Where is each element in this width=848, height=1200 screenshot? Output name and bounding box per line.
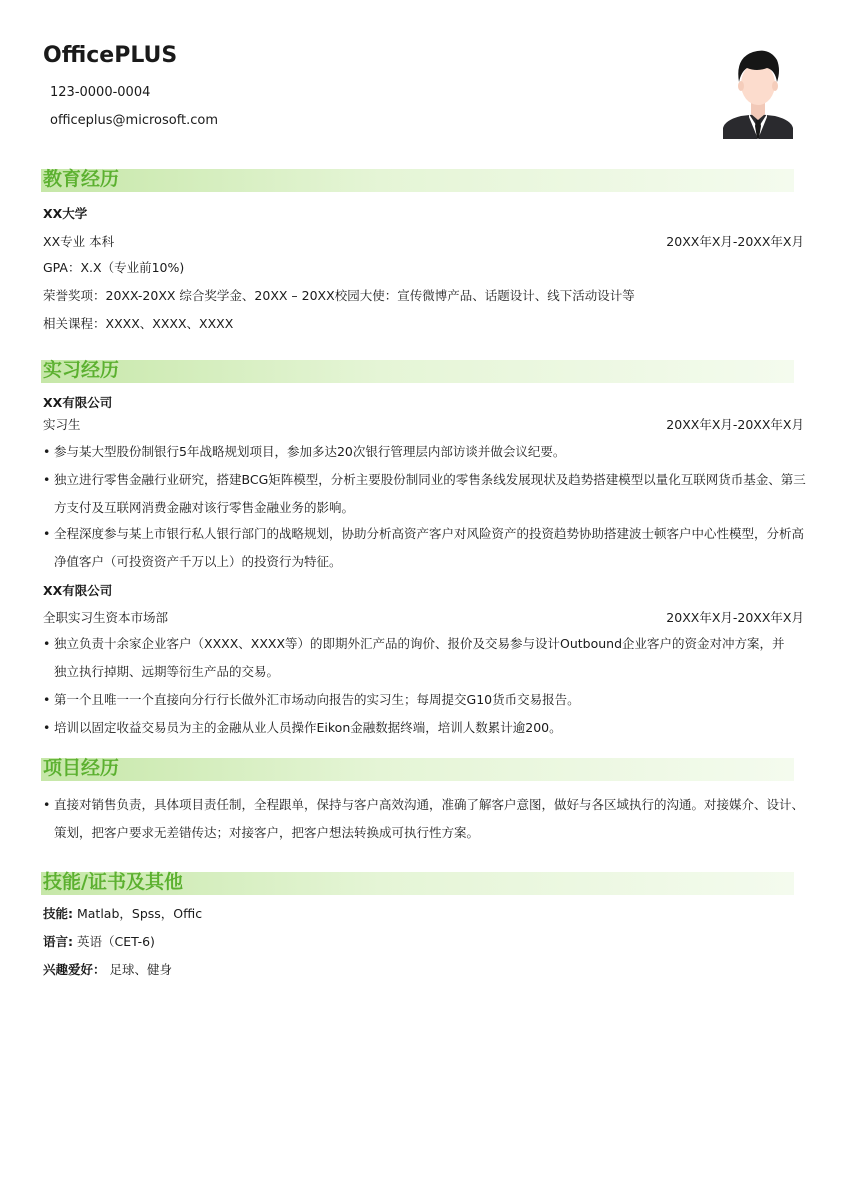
job-date: 20XX年X月-20XX年X月 — [666, 417, 804, 432]
section-project — [41, 756, 794, 781]
bullet-icon: • — [43, 526, 51, 541]
section-title: 教育经历 — [43, 168, 120, 190]
language-label: 语言: — [43, 934, 73, 949]
list-item: • 参与某大型股份制银行5年战略规划项目，参加多达20次银行管理层内部访谈并做会议纪要。 — [43, 438, 813, 466]
language-line — [43, 933, 155, 951]
job-role: 实习生 — [43, 417, 81, 432]
language-value: 英语（CET-6) — [73, 934, 155, 949]
hobby-line — [43, 961, 172, 979]
hobby-value: 足球、健身 — [105, 962, 172, 977]
job-role: 全职实习生资本市场部 — [43, 610, 169, 625]
bullet-icon: • — [43, 797, 51, 812]
major-degree: XX专业 本科 — [43, 234, 115, 249]
list-item: • 独立负责十余家企业客户（XXXX、XXXX等）的即期外汇产品的询价、报价及交易参与设计Outbound企业客户的资金对冲方案，并独立执行掉期、远期等衍生产品的交易。 — [43, 630, 795, 686]
gpa: GPA：X.X（专业前10%) — [43, 260, 185, 275]
list-item: • 第一个且唯一一个直接向分行行长做外汇市场动向报告的实习生；每周提交G10货币交易报告。 — [43, 686, 813, 714]
section-education — [41, 167, 794, 192]
bullet-icon: • — [43, 692, 51, 707]
bullet-icon: • — [43, 472, 51, 487]
candidate-name: OfficePLUS — [43, 43, 178, 68]
bullet-icon: • — [43, 444, 51, 459]
section-internship — [41, 358, 794, 383]
section-title: 技能/证书及其他 — [43, 871, 183, 893]
skills-label: 技能: — [43, 906, 73, 921]
skills-value: Matlab，Spss，Offic — [73, 906, 203, 921]
section-title: 实习经历 — [43, 359, 120, 381]
skills-line — [43, 905, 202, 923]
list-item: • 直接对销售负责，具体项目责任制，全程跟单，保持与客户高效沟通，准确了解客户意图，做好与各区域执行的沟通。对接媒介、设计、策划，把客户要求无差错传达；对接客户，把客户想法转换成可执行性方案。 — [43, 791, 813, 847]
school-name: XX大学 — [43, 206, 88, 221]
company-name: XX有限公司 — [43, 395, 113, 410]
section-skills — [41, 870, 794, 895]
company-name: XX有限公司 — [43, 583, 113, 598]
bullet-icon: • — [43, 720, 51, 735]
email-address: officeplus@microsoft.com — [50, 113, 219, 128]
courses: 相关课程：XXXX、XXXX、XXXX — [43, 316, 234, 331]
education-date: 20XX年X月-20XX年X月 — [666, 234, 804, 249]
job-date: 20XX年X月-20XX年X月 — [666, 610, 804, 625]
list-item: • 全程深度参与某上市银行私人银行部门的战略规划，协助分析高资产客户对风险资产的投资趋势协助搭建波士顿客户中心性模型，分析高净值客户（可投资资产千万以上）的投资行为特征。 — [43, 520, 813, 576]
list-item: • 培训以固定收益交易员为主的金融从业人员操作Eikon金融数据终端，培训人数累计逾200。 — [43, 714, 813, 742]
hobby-label: 兴趣爱好： — [43, 962, 106, 977]
list-item: • 独立进行零售金融行业研究，搭建BCG矩阵模型，分析主要股份制同业的零售条线发展现状及趋势搭建模型以量化互联网货币基金、第三方支付及互联网消费金融对该行零售金融业务的影响。 — [43, 466, 813, 522]
bullet-icon: • — [43, 636, 51, 651]
section-title: 项目经历 — [43, 757, 120, 779]
avatar — [721, 44, 795, 139]
phone-number: 123-0000-0004 — [50, 85, 151, 100]
honors: 荣誉奖项：20XX-20XX 综合奖学金、20XX – 20XX校园大使：宣传微博产品、话题设计、线下活动设计等 — [43, 288, 635, 303]
